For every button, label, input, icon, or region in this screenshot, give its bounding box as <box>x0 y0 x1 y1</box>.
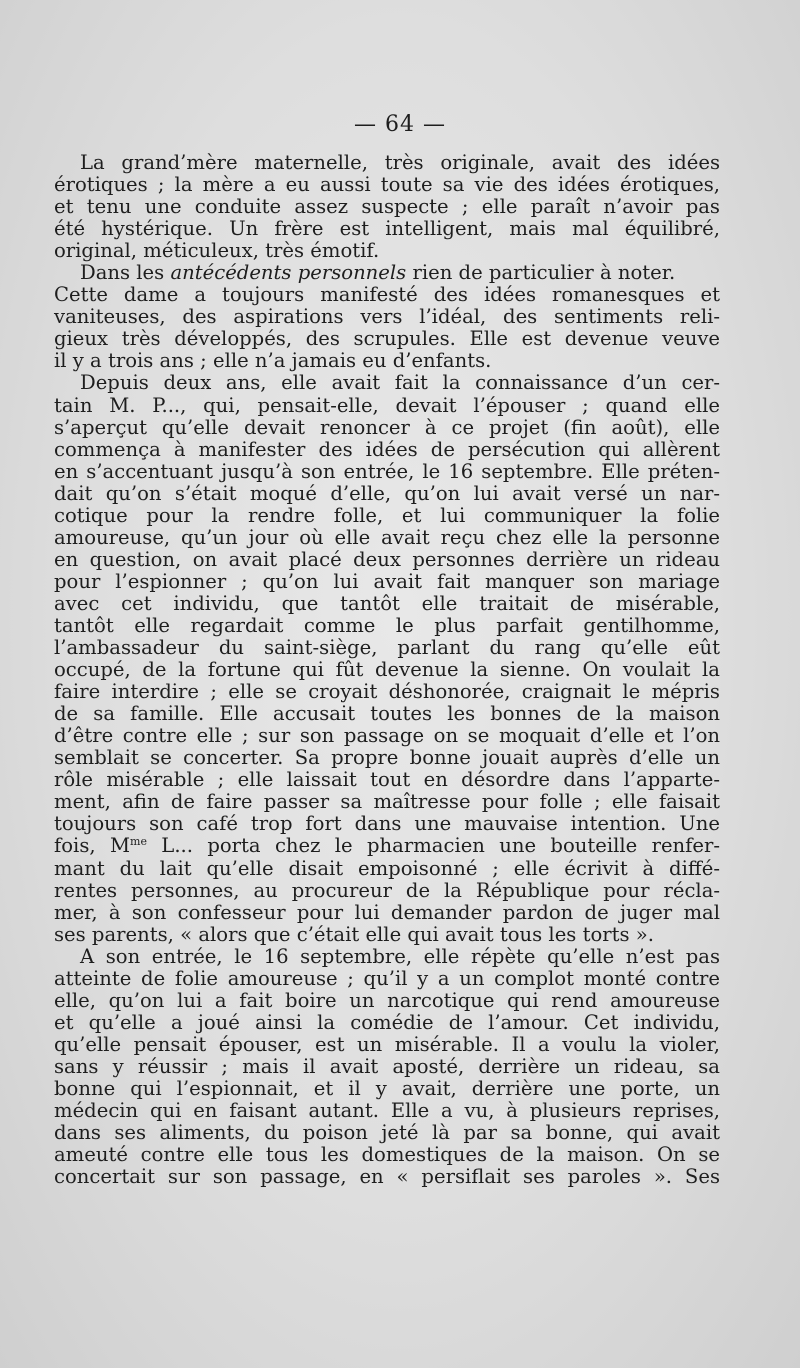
text-segment: L... porta chez le pharmacien une bouteille renfer- <box>146 834 721 858</box>
text-line: ses parents, « alors que c’était elle qui avait tous les torts ». <box>54 922 654 946</box>
text-line: ment, afin de faire passer sa maîtresse pour folle ; elle faisait <box>54 790 720 814</box>
text-line: en question, on avait placé deux personnes derrière un rideau <box>54 547 720 571</box>
text-line: rentes personnes, au procureur de la République pour récla- <box>54 878 720 902</box>
text-line: en s’accentuant jusqu’à son entrée, le 16 septembre. Elle préten- <box>54 459 720 483</box>
text-line: dans ses aliments, du poison jeté là par sa bonne, qui avait <box>54 1121 720 1145</box>
text-line: original, méticuleux, très émotif. <box>54 239 380 263</box>
text-line: Cette dame a toujours manifesté des idées romanesques et <box>54 283 720 307</box>
text-line: vaniteuses, des aspirations vers l’idéal, des sentiments reli- <box>54 305 720 329</box>
text-line: s’aperçut qu’elle devait renoncer à ce projet (fin août), elle <box>54 415 720 439</box>
text-line: atteinte de folie amoureuse ; qu’il y a un complot monté contre <box>54 966 720 990</box>
text-line: l’ambassadeur du saint-siège, parlant du rang qu’elle eût <box>54 636 720 660</box>
text-line: d’être contre elle ; sur son passage on se moquait d’elle et l’on <box>54 724 720 748</box>
text-line: cotique pour la rendre folle, et lui communiquer la folie <box>54 503 720 527</box>
text-line: été hystérique. Un frère est intelligent, mais mal équilibré, <box>54 217 720 241</box>
text-line: toujours son café trop fort dans une mauvaise intention. Une <box>54 812 720 836</box>
body-text <box>54 152 720 1188</box>
text-line: pour l’espionner ; qu’on lui avait fait manquer son mariage <box>54 569 720 593</box>
text-line: érotiques ; la mère a eu aussi toute sa vie des idées érotiques, <box>54 173 720 197</box>
text-line: commença à manifester des idées de persécution qui allèrent <box>54 437 720 461</box>
text-line: semblait se concerter. Sa propre bonne jouait auprès d’elle un <box>54 746 720 770</box>
text-line: avec cet individu, que tantôt elle traitait de misérable, <box>54 591 720 615</box>
text-line: qu’elle pensait épouser, est un misérable. Il a voulu la violer, <box>54 1032 720 1056</box>
italic-phrase: antécédents personnels <box>170 261 407 285</box>
text-line <box>54 835 720 857</box>
text-line <box>54 262 720 284</box>
text-line: faire interdire ; elle se croyait déshonorée, craignait le mépris <box>54 680 720 704</box>
text-line: concertait sur son passage, en « persiflait ses paroles ». Ses <box>54 1165 720 1189</box>
text-line: tantôt elle regardait comme le plus parfait gentilhomme, <box>54 613 720 637</box>
text-line: sans y réussir ; mais il avait aposté, derrière un rideau, sa <box>54 1054 720 1078</box>
text-segment: fois, M <box>54 834 131 858</box>
text-line: occupé, de la fortune qui fût devenue la sienne. On voulait la <box>54 658 720 682</box>
text-line: dait qu’on s’était moqué d’elle, qu’on lui avait versé un nar- <box>54 481 720 505</box>
page-number: — 64 — <box>354 112 446 137</box>
text-line: de sa famille. Elle accusait toutes les bonnes de la maison <box>54 702 720 726</box>
text-line: La grand’mère maternelle, très originale, avait des idées <box>80 151 720 174</box>
text-line: A son entrée, le 16 septembre, elle répète qu’elle n’est pas <box>80 944 720 968</box>
text-line: bonne qui l’espionnait, et il y avait, derrière une porte, un <box>54 1076 720 1100</box>
text-segment: Dans les <box>80 261 171 285</box>
text-line: tain M. P..., qui, pensait-elle, devait l’épouser ; quand elle <box>54 393 720 417</box>
text-line: et tenu une conduite assez suspecte ; elle paraît n’avoir pas <box>54 195 720 219</box>
text-line: rôle misérable ; elle laissait tout en désordre dans l’apparte- <box>54 768 720 792</box>
text-line: médecin qui en faisant autant. Elle a vu, à plusieurs reprises, <box>54 1099 720 1123</box>
text-line: ameuté contre elle tous les domestiques de la maison. On se <box>54 1143 720 1167</box>
text-line: mer, à son confesseur pour lui demander pardon de juger mal <box>54 900 720 924</box>
superscript: me <box>130 835 147 849</box>
text-line: mant du lait qu’elle disait empoisonné ; elle écrivit à diffé- <box>54 856 720 880</box>
text-line: amoureuse, qu’un jour où elle avait reçu chez elle la personne <box>54 525 720 549</box>
text-segment: rien de particulier à noter. <box>406 261 676 285</box>
text-line: elle, qu’on lui a fait boire un narcotique qui rend amoureuse <box>54 988 720 1012</box>
text-line: il y a trois ans ; elle n’a jamais eu d’enfants. <box>54 349 492 373</box>
text-line: gieux très développés, des scrupules. Elle est devenue veuve <box>54 327 720 351</box>
text-line: et qu’elle a joué ainsi la comédie de l’amour. Cet individu, <box>54 1010 720 1034</box>
text-line: Depuis deux ans, elle avait fait la connaissance d’un cer- <box>80 371 720 395</box>
